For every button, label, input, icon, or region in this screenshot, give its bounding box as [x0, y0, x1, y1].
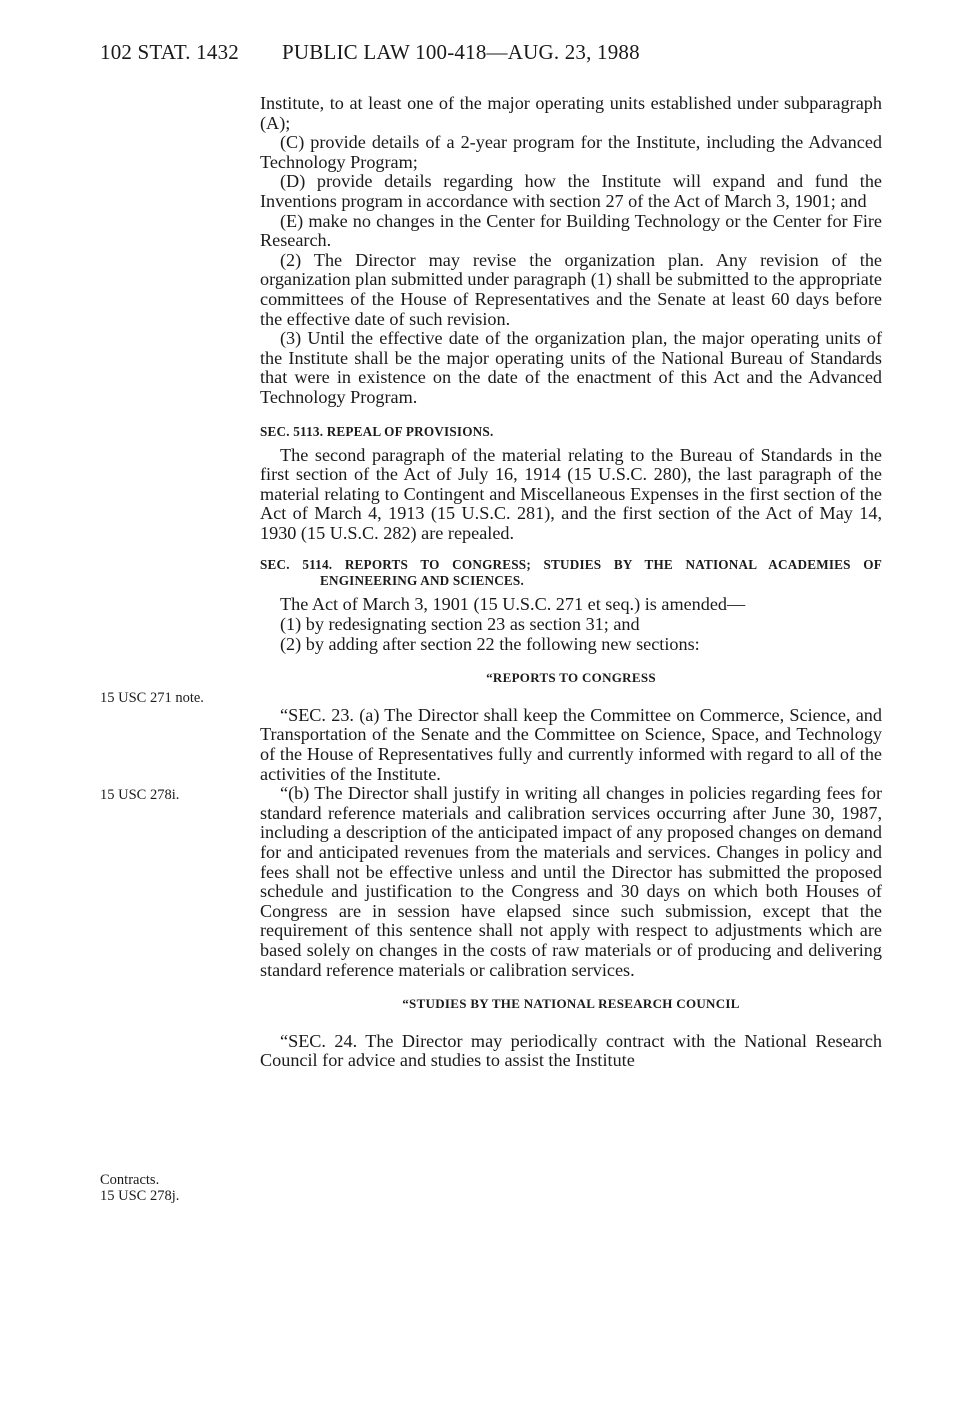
- paragraph-continuation: Institute, to at least one of the major operating units established under subparagraph (A);: [260, 93, 882, 133]
- public-law-title: PUBLIC LAW 100-418—AUG. 23, 1988: [282, 40, 640, 64]
- document-body: [260, 94, 882, 1071]
- margin-note-contracts-label: Contracts.: [100, 1172, 160, 1188]
- paragraph-c: (C) provide details of a 2-year program for the Institute, including the Advanced Technology Program;: [260, 132, 882, 172]
- section-5113-heading: SEC. 5113. REPEAL OF PROVISIONS.: [260, 423, 494, 439]
- section-5114-item-2: (2) by adding after section 22 the following new sections:: [280, 633, 700, 654]
- reports-to-congress-heading: “REPORTS TO CONGRESS: [486, 670, 656, 686]
- section-5113-text: The second paragraph of the material relating to the Bureau of Standards in the first section of the Act of July 16, 1914 (15 U.S.C. 280), the last paragraph of the material relating to Contingent and Miscellaneous Expenses in the first section of the Act of March 4, 1913 (15 U.S.C. 281), and the first section of the Act of May 14, 1930 (15 U.S.C. 282) are repealed.: [260, 444, 882, 543]
- page-header: [100, 40, 918, 74]
- sec-24: “SEC. 24. The Director may periodically contract with the National Research Council for advice and studies to assist the Institute: [260, 1030, 882, 1071]
- margin-note-278j: 15 USC 278j.: [100, 1188, 180, 1204]
- paragraph-d: (D) provide details regarding how the Institute will expand and fund the Inventions program in accordance with section 27 of the Act of March 3, 1901; and: [260, 171, 882, 211]
- paragraph-e: (E) make no changes in the Center for Building Technology or the Center for Fire Research.: [260, 210, 882, 251]
- margin-note-contracts: [100, 1172, 179, 1204]
- paragraph-2: (2) The Director may revise the organization plan. Any revision of the organization plan submitted under paragraph (1) shall be submitted to the appropriate committees of the House of Representatives and the Senate at least 60 days before the effective date of such revision.: [260, 249, 882, 329]
- paragraph-3: (3) Until the effective date of the organization plan, the major operating units of the Institute shall be the major operating units of the National Bureau of Standards that were in existence on the date of the enactment of this Act and the Advanced Technology Program.: [260, 328, 882, 407]
- section-5114-heading: SEC. 5114. REPORTS TO CONGRESS; STUDIES BY THE NATIONAL ACADEMIES OF ENGINEERING AND SCIENCES.: [260, 557, 882, 589]
- margin-note-278i: 15 USC 278i.: [100, 787, 180, 803]
- section-5114-intro: The Act of March 3, 1901 (15 U.S.C. 271 et seq.) is amended—: [280, 594, 746, 615]
- sec-23-a: “SEC. 23. (a) The Director shall keep the Committee on Commerce, Science, and Transportation of the Senate and the Committee on Science, Space, and Technology of the House of Representatives fully and currently informed with regard to all of the activities of the Institute.: [260, 704, 882, 784]
- stat-page-number: 102 STAT. 1432: [100, 40, 239, 64]
- margin-note-271: 15 USC 271 note.: [100, 690, 204, 706]
- studies-heading: “STUDIES BY THE NATIONAL RESEARCH COUNCIL: [402, 996, 740, 1012]
- sec-23-b: “(b) The Director shall justify in writing all changes in policies regarding fees for standard reference materials and calibration services occurring after June 30, 1987, including a description of the anticipated impact of any proposed changes on demand for and anticipated revenues from the materials and services. Changes in policy and fees shall not be effective unless and until the Director has submitted the proposed schedule and justification to the Congress and 30 days on which both Houses of Congress are in session have elapsed since such submission, except that the requirement of this sentence shall not apply with respect to adjustments which are based solely on changes in the costs of raw materials or of producing and delivering standard reference materials or calibration services.: [260, 783, 882, 980]
- section-5114-item-1: (1) by redesignating section 23 as section 31; and: [280, 614, 640, 635]
